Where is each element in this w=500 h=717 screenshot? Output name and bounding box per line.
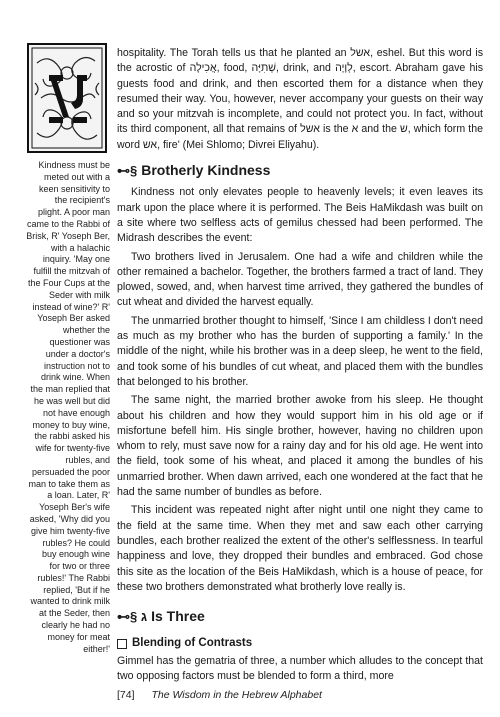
sidebar-line: meted out with a (43, 171, 110, 182)
sidebar-line: questioner was (49, 336, 110, 347)
sidebar-line: Yoseph Ber asked (37, 313, 110, 324)
sidebar-line: replied, 'But if he (43, 584, 110, 595)
sidebar-line: either!' (83, 643, 110, 654)
section-ornament-icon: ⊷§ (117, 163, 138, 179)
main-text-column (117, 46, 483, 684)
sidebar-line: Brisk, R' Yoseph Ber, (26, 230, 110, 241)
section-heading-text: Is Three (151, 608, 205, 625)
sidebar-line: the rabbi asked his (34, 431, 110, 442)
sidebar-line: inquiry. 'May one (42, 254, 110, 265)
sidebar-line: with a halachic (50, 242, 110, 253)
subheading-text: Blending of Contrasts (132, 637, 253, 650)
sidebar-line: Kindness must be (38, 160, 110, 170)
section-heading (117, 609, 483, 624)
sidebar-line: Seder with milk (48, 289, 110, 300)
sidebar-line: wife for twenty-five (35, 443, 110, 454)
body-paragraph: Gimmel has the gematria of three, a number which alludes to the concept that two opposing factors must be blended to form a third, more (117, 654, 483, 682)
sidebar-line: asked, 'Why did you (29, 513, 110, 524)
sidebar-line: money for meat (47, 631, 110, 642)
sidebar-line: fulfill the mitzvah of (33, 266, 110, 277)
page-number: [74] (117, 689, 135, 701)
sidebar-line: a loan. Later, R' (47, 490, 110, 501)
sidebar-line: drink wine. When (40, 372, 110, 383)
sidebar-line: the Four Cups at the (27, 277, 110, 288)
sidebar-line: came to the Rabbi of (26, 218, 110, 229)
sidebar-line: instruction not to (43, 360, 110, 371)
sidebar-line: rubles, and (65, 454, 110, 465)
sidebar-line: man to take them as (28, 478, 110, 489)
sidebar-line: rubles? He could (42, 537, 110, 548)
sidebar-line: not have enough (42, 407, 110, 418)
body-paragraph: The unmarried brother thought to himself, 'Since I am childless I don't need as much as my brother who has the burden of supporting a family.' In the middle of the night, while his brother was in a deep sleep, he went to the field, and took some of his bundles of cut wheat, and placed them with the bundles that belonged to his brother. (117, 314, 483, 388)
sidebar-line: instead of wine?' R' (32, 301, 110, 312)
section-heading (117, 163, 483, 178)
sidebar-line: money to buy wine, (32, 419, 110, 430)
intro-paragraph: hospitality. The Torah tells us that he planted an אשל, eshel. But this word is the acrostic of אֲכִילָה, food, שְׁתִיָּה, drink, and לְוָיָה, escort. Abraham gave his guests food and drink, and then escorted them for a distance when they resumed their way. You, however, never accompany your guests on their way and so your mitzvah is incomplete, and could not protect you. In fact, without its third component, all that remains of אשל is the א and the ש, which form the word אש, fire' (Mei Shlomo; Divrei Eliyahu). (117, 47, 483, 151)
book-title: The Wisdom in the Hebrew Alphabet (151, 689, 322, 701)
sidebar-line: wanted to drink milk (30, 596, 110, 607)
sidebar-line: clearly he had no (41, 620, 110, 631)
body-paragraph: Two brothers lived in Jerusalem. One had a wife and children while the other remained a bachelor. Together, the brothers farmed a tract of land. They plowed, sowed, and, when harvest time arrived, they gathered the bundles of cut wheat and divided the harvest equally. (117, 250, 483, 309)
square-bullet-icon (117, 639, 127, 649)
section-heading-text: Brotherly Kindness (141, 162, 271, 179)
body-paragraph: This incident was repeated night after night until one night they came to the field at the same time. When they met and saw each other carrying bundles, each brother realized the extent of the other's selflessness. In tearful happiness and love, they dropped their bundles and embraced. God chose this site as the location of the Beis HaMikdash, which is a house of peace, for these two brothers demonstrated what brotherly love really is. (117, 504, 483, 593)
sidebar-line: the man replied that (30, 384, 110, 395)
body-paragraph: Kindness not only elevates people to heavenly levels; it even leaves its mark upon the place where it is performed. The Beis HaMikdash was built on a site where two selfless acts of gemilus chessed had been performed. The Midrash describes the event: (117, 186, 483, 245)
sidebar-line: Yoseph Ber's wife (39, 502, 110, 513)
sidebar-line: under a doctor's (45, 348, 110, 359)
sidebar-line: he was well but did (33, 395, 110, 406)
sidebar-line: rubles!' The Rabbi (37, 572, 110, 583)
page-footer (117, 689, 483, 701)
subheading (117, 636, 483, 651)
body-paragraph: The same night, the married brother awoke from his sleep. He thought about his children and how they would support him in his old age or if misfortune befell him. His single brother, however, having no children upon whom to rely, must save now for a rainy day and for his old age. He went into the field, took some of his wheat, and placed it among the bundles of his unmarried brother. When dawn arrived, each one wondered at the fact that he had the same number of bundles as before. (117, 394, 483, 499)
ornamental-initial-image (27, 43, 107, 153)
section-ornament-icon: ⊷§ ג (117, 609, 148, 625)
sidebar-line: whether the (62, 325, 110, 336)
sidebar-line: for two or three (49, 561, 110, 572)
sidebar-line: plight. A poor man (37, 207, 110, 218)
sidebar-line: buy enough wine (41, 549, 110, 560)
sidebar-line: give him twenty-five (30, 525, 110, 536)
sidebar-note (8, 160, 110, 655)
sidebar-line: persuaded the poor (31, 466, 110, 477)
sidebar-line: keen sensitivity to (38, 183, 110, 194)
sidebar-line: at the Seder, then (38, 608, 110, 619)
sidebar-line: the recipient's (54, 195, 110, 206)
